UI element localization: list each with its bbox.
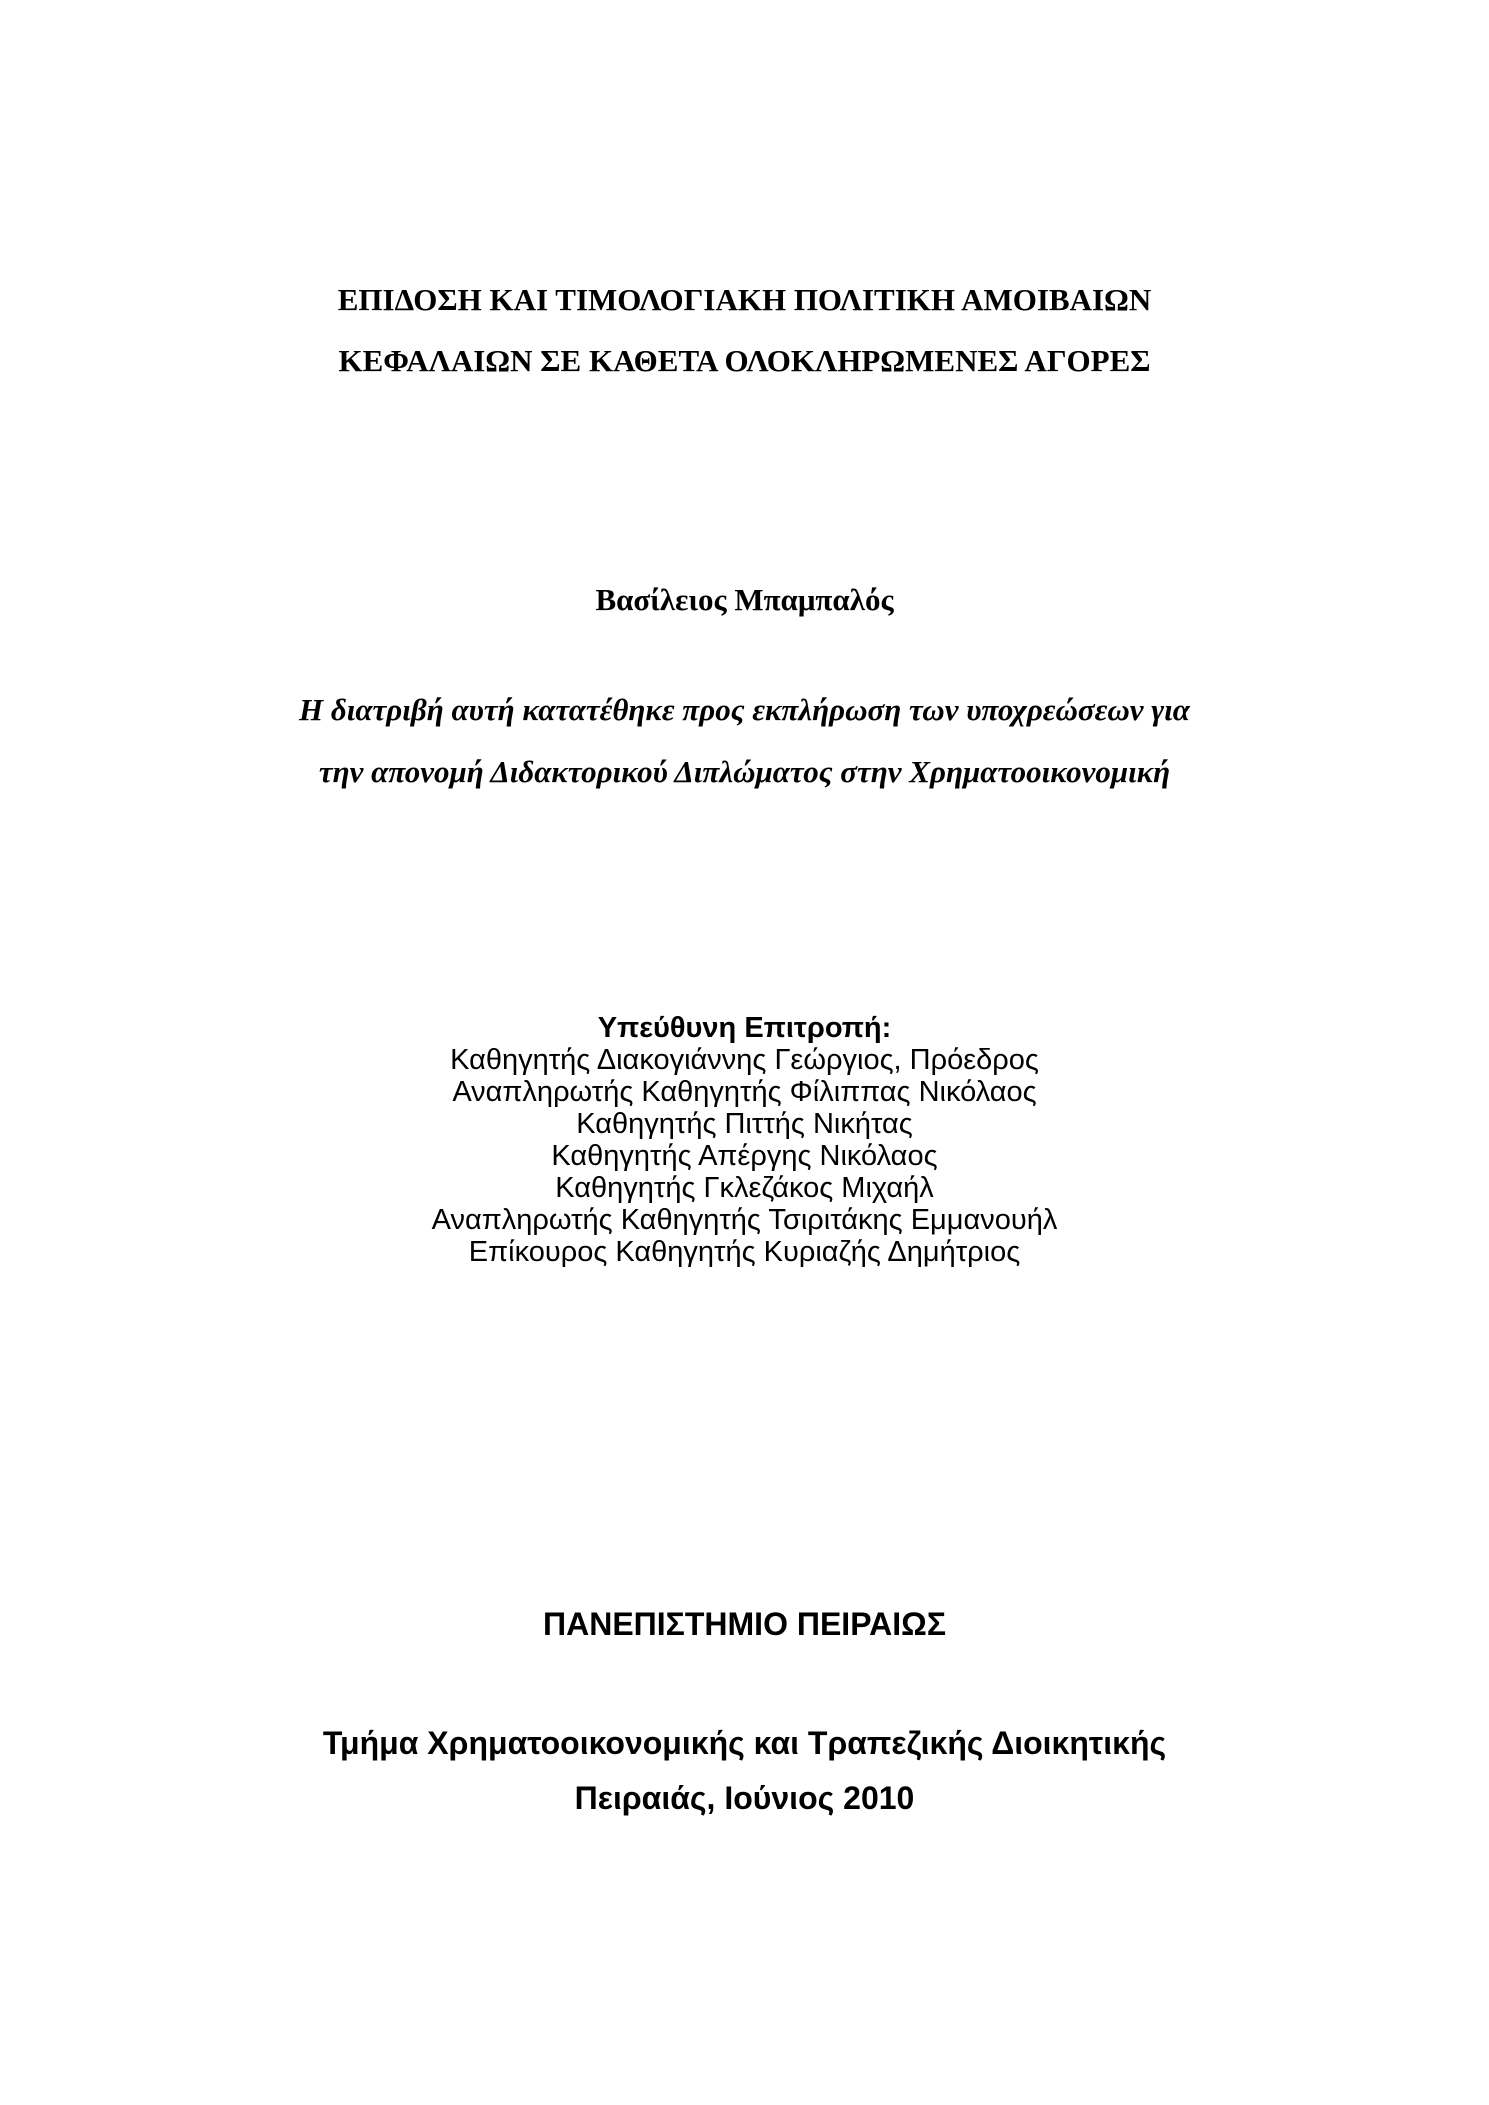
department-name: Τμήμα Χρηματοοικονομικής και Τραπεζικής Διοικητικής [322, 1725, 1167, 1761]
author-name: Βασίλειος Μπαμπαλός [595, 582, 894, 617]
statement-line-1: Η διατριβή αυτή κατατέθηκε προς εκπλήρωση των υποχρεώσεων για [299, 692, 1190, 727]
committee-member: Καθηγητής Γκλεζάκος Μιχαήλ [555, 1172, 934, 1204]
thesis-title-line-1: ΕΠΙΔΟΣΗ ΚΑΙ ΤΙΜΟΛΟΓΙΑΚΗ ΠΟΛΙΤΙΚΗ ΑΜΟΙΒΑΙΩΝ [337, 282, 1152, 317]
place-date: Πειραιάς, Ιούνιος 2010 [574, 1780, 915, 1816]
committee-member: Καθηγητής Διακογιάννης Γεώργιος, Πρόεδρος [450, 1044, 1039, 1076]
committee-member: Αναπληρωτής Καθηγητής Φίλιππας Νικόλαος [452, 1076, 1037, 1108]
committee-member: Καθηγητής Απέργης Νικόλαος [551, 1140, 938, 1172]
thesis-title-line-2: ΚΕΦΑΛΑΙΩΝ ΣΕ ΚΑΘΕΤΑ ΟΛΟΚΛΗΡΩΜΕΝΕΣ ΑΓΟΡΕΣ [338, 343, 1151, 378]
committee-member: Καθηγητής Πιττής Νικήτας [576, 1108, 913, 1140]
committee-member: Επίκουρος Καθηγητής Κυριαζής Δημήτριος [468, 1236, 1021, 1268]
committee-block [0, 1012, 1489, 1268]
statement-line-2: την απονομή Διδακτορικού Διπλώματος στην Χρηματοοικονομική [318, 754, 1171, 789]
committee-member: Αναπληρωτής Καθηγητής Τσιριτάκης Εμμανουήλ [431, 1204, 1058, 1236]
committee-heading: Υπεύθυνη Επιτροπή: [597, 1012, 892, 1044]
university-name: ΠΑΝΕΠΙΣΤΗΜΙΟ ΠΕΙΡΑΙΩΣ [542, 1606, 947, 1642]
